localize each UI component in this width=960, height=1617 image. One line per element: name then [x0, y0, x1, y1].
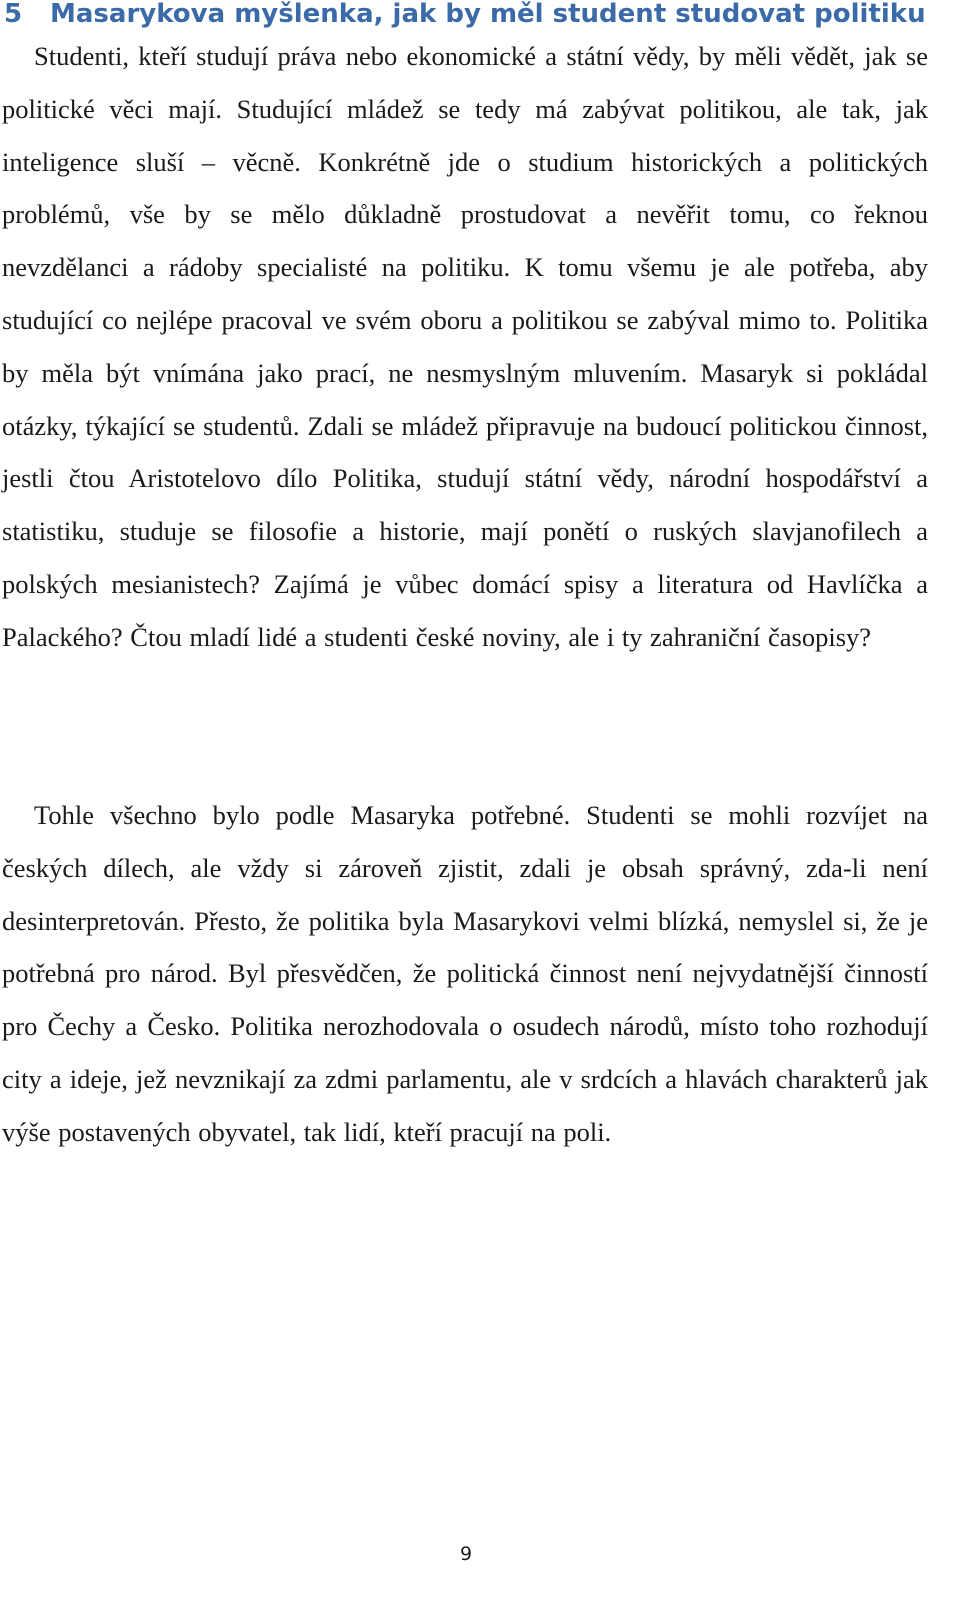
- page-number: 9: [459, 1543, 473, 1565]
- section-heading: [4, 0, 944, 34]
- paragraph-2: Tohle všechno bylo podle Masaryka potřebné. Studenti se mohli rozvíjet na českých dílech, ale vždy si zároveň zjistit, zdali je obsah správný, zda-li není desinterpretován. Přesto, že politika byla Masarykovi velmi blízká, nemyslel si, že je potřebná pro národ. Byl přesvědčen, že politická činnost není nejvydatnější činností pro Čechy a Česko. Politika nerozhodovala o osudech národů, místo toho rozhodují city a ideje, jež nevznikají za zdmi parlamentu, ale v srdcích a hlavách charakterů jak výše postavených obyvatel, tak lidí, kteří pracují na poli.: [2, 800, 928, 1147]
- section-number: 5: [4, 0, 23, 29]
- paragraph-1: Studenti, kteří studují práva nebo ekonomické a státní vědy, by měli vědět, jak se politické věci mají. Studující mládež se tedy má zabývat politikou, ale tak, jak inteligence sluší – věcně. Konkrétně jde o studium historických a politických problémů, vše by se mělo důkladně prostudovat a nevěřit tomu, co řeknou nevzdělanci a rádoby specialisté na politiku. K tomu všemu je ale potřeba, aby studující co nejlépe pracoval ve svém oboru a politikou se zabýval mimo to. Politika by měla být vnímána jako prací, ne nesmyslným mluvením. Masaryk si pokládal otázky, týkající se studentů. Zdali se mládež připravuje na budoucí politickou činnost, jestli čtou Aristotelovo dílo Politika, studují státní vědy, národní hospodářství a statistiku, studuje se filosofie a historie, mají ponětí o ruských slavjanofilech a polských mesianistech? Zajímá je vůbec domácí spisy a literatura od Havlíčka a Palackého? Čtou mladí lidé a studenti české noviny, ale i ty zahraniční časopisy?: [2, 41, 928, 652]
- section-title: Masarykova myšlenka, jak by měl student studovat politiku: [50, 0, 926, 29]
